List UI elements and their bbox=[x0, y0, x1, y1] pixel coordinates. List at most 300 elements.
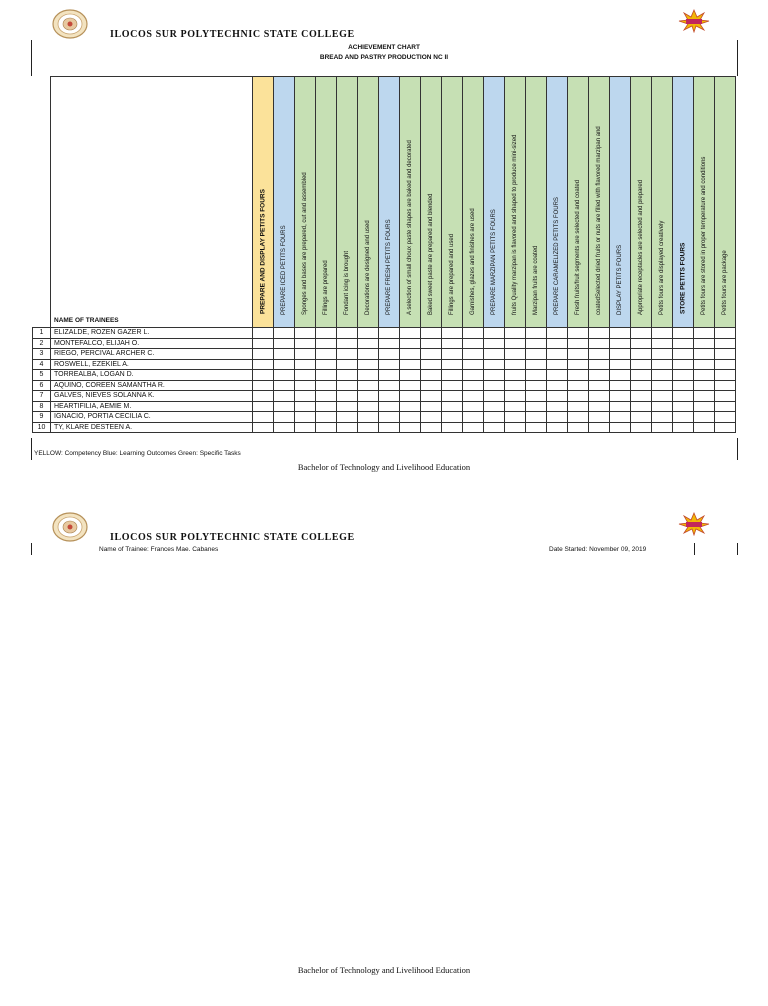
achievement-cell bbox=[337, 401, 358, 412]
achievement-cell bbox=[400, 370, 421, 381]
achievement-cell bbox=[526, 391, 547, 402]
achievement-cell bbox=[610, 422, 631, 433]
achievement-cell bbox=[568, 328, 589, 339]
achievement-cell bbox=[274, 349, 295, 360]
column-header-blue bbox=[484, 77, 505, 328]
trainee-name: MONTEFALCO, ELIJAH O. bbox=[51, 338, 253, 349]
achievement-cell bbox=[253, 412, 274, 423]
achievement-cell bbox=[274, 412, 295, 423]
achievement-cell bbox=[652, 412, 673, 423]
trainee-row bbox=[33, 412, 736, 423]
column-header-green bbox=[589, 77, 610, 328]
column-header-label: Fillings are prepared bbox=[323, 260, 329, 315]
achievement-cell bbox=[715, 422, 736, 433]
achievement-cell bbox=[694, 349, 715, 360]
achievement-cell bbox=[673, 328, 694, 339]
achievement-cell bbox=[358, 380, 379, 391]
achievement-cell bbox=[547, 391, 568, 402]
achievement-cell bbox=[715, 370, 736, 381]
achievement-cell bbox=[442, 412, 463, 423]
achievement-cell bbox=[631, 370, 652, 381]
achievement-cell bbox=[442, 349, 463, 360]
achievement-cell bbox=[463, 401, 484, 412]
frame-right-line bbox=[737, 438, 738, 460]
achievement-cell bbox=[526, 359, 547, 370]
achievement-cell bbox=[316, 412, 337, 423]
row-number: 3 bbox=[33, 349, 51, 360]
achievement-cell bbox=[568, 422, 589, 433]
column-header-green bbox=[358, 77, 379, 328]
achievement-cell bbox=[316, 328, 337, 339]
achievement-cell bbox=[442, 338, 463, 349]
achievement-cell bbox=[358, 359, 379, 370]
achievement-cell bbox=[505, 370, 526, 381]
name-of-trainees-header: NAME OF TRAINEES bbox=[51, 77, 253, 328]
achievement-cell bbox=[379, 401, 400, 412]
frame-left-line bbox=[31, 40, 32, 76]
achievement-cell bbox=[652, 380, 673, 391]
achievement-cell bbox=[400, 401, 421, 412]
achievement-cell bbox=[400, 412, 421, 423]
column-header-label: coatedSelected dried fruits or nuts are filled with flavored marzipan and bbox=[596, 126, 602, 315]
achievement-cell bbox=[484, 412, 505, 423]
column-header-green bbox=[421, 77, 442, 328]
column-header-yellow bbox=[253, 77, 274, 328]
achievement-cell bbox=[526, 338, 547, 349]
achievement-cell bbox=[295, 391, 316, 402]
achievement-chart-table bbox=[32, 76, 736, 433]
achievement-cell bbox=[652, 370, 673, 381]
achievement-cell bbox=[274, 380, 295, 391]
achievement-cell bbox=[274, 338, 295, 349]
achievement-cell bbox=[505, 338, 526, 349]
achievement-cell bbox=[316, 422, 337, 433]
achievement-cell bbox=[337, 412, 358, 423]
achievement-cell bbox=[421, 338, 442, 349]
achievement-cell bbox=[547, 349, 568, 360]
achievement-cell bbox=[463, 412, 484, 423]
achievement-cell bbox=[505, 401, 526, 412]
college-seal-icon bbox=[52, 9, 88, 44]
achievement-cell bbox=[673, 338, 694, 349]
tesda-logo-icon bbox=[677, 512, 711, 541]
achievement-cell bbox=[631, 349, 652, 360]
achievement-cell bbox=[463, 328, 484, 339]
achievement-cell bbox=[421, 412, 442, 423]
trainee-name: AQUINO, COREEN SAMANTHA R. bbox=[51, 380, 253, 391]
trainee-row bbox=[33, 349, 736, 360]
column-header-green bbox=[631, 77, 652, 328]
achievement-cell bbox=[568, 380, 589, 391]
achievement-cell bbox=[568, 349, 589, 360]
column-header-blue bbox=[274, 77, 295, 328]
achievement-cell bbox=[568, 391, 589, 402]
trainee-name: ELIZALDE, ROZEN GAZER L. bbox=[51, 328, 253, 339]
column-header-blue bbox=[673, 77, 694, 328]
trainee-name: TY, KLARE DESTEEN A. bbox=[51, 422, 253, 433]
column-header-green bbox=[442, 77, 463, 328]
achievement-cell bbox=[610, 401, 631, 412]
achievement-cell bbox=[421, 359, 442, 370]
achievement-cell bbox=[631, 359, 652, 370]
achievement-cell bbox=[610, 380, 631, 391]
column-header-label: PREPARE ICED PETITS FOURS bbox=[281, 225, 287, 315]
achievement-cell bbox=[673, 359, 694, 370]
achievement-cell bbox=[526, 401, 547, 412]
achievement-cell bbox=[463, 370, 484, 381]
achievement-cell bbox=[316, 401, 337, 412]
achievement-cell bbox=[379, 370, 400, 381]
achievement-cell bbox=[253, 328, 274, 339]
achievement-cell bbox=[526, 422, 547, 433]
achievement-cell bbox=[274, 401, 295, 412]
achievement-cell bbox=[505, 349, 526, 360]
achievement-cell bbox=[505, 412, 526, 423]
achievement-cell bbox=[274, 391, 295, 402]
achievement-cell bbox=[484, 370, 505, 381]
achievement-cell bbox=[463, 338, 484, 349]
achievement-cell bbox=[589, 370, 610, 381]
achievement-cell bbox=[547, 338, 568, 349]
achievement-cell bbox=[589, 349, 610, 360]
chart-subtitle: BREAD AND PASTRY PRODUCTION NC II bbox=[319, 54, 449, 61]
frame-right-line bbox=[737, 40, 738, 76]
column-header-label: Petits fours are package bbox=[722, 250, 728, 315]
achievement-cell bbox=[568, 401, 589, 412]
achievement-cell bbox=[295, 359, 316, 370]
achievement-cell bbox=[316, 338, 337, 349]
achievement-cell bbox=[484, 359, 505, 370]
row-number: 7 bbox=[33, 391, 51, 402]
trainee-name: TORREALBA, LOGAN D. bbox=[51, 370, 253, 381]
frame-left-line bbox=[31, 438, 32, 460]
achievement-cell bbox=[253, 349, 274, 360]
achievement-cell bbox=[316, 349, 337, 360]
achievement-cell bbox=[652, 328, 673, 339]
achievement-cell bbox=[442, 422, 463, 433]
achievement-cell bbox=[484, 349, 505, 360]
achievement-cell bbox=[715, 328, 736, 339]
achievement-cell bbox=[442, 380, 463, 391]
achievement-cell bbox=[526, 380, 547, 391]
achievement-cell bbox=[421, 380, 442, 391]
achievement-cell bbox=[379, 391, 400, 402]
achievement-cell bbox=[295, 401, 316, 412]
achievement-cell bbox=[379, 422, 400, 433]
column-header-green bbox=[463, 77, 484, 328]
achievement-cell bbox=[337, 328, 358, 339]
column-header-green bbox=[694, 77, 715, 328]
achievement-cell bbox=[505, 359, 526, 370]
row-number: 8 bbox=[33, 401, 51, 412]
achievement-cell bbox=[547, 412, 568, 423]
achievement-cell bbox=[694, 338, 715, 349]
achievement-cell bbox=[400, 380, 421, 391]
column-header-label: PREPARE CARAMELIZED PETITS FOURS bbox=[554, 197, 560, 315]
achievement-cell bbox=[610, 328, 631, 339]
achievement-cell bbox=[568, 338, 589, 349]
column-header-green bbox=[295, 77, 316, 328]
achievement-cell bbox=[673, 412, 694, 423]
column-header-label: PREPARE FRESH PETITS FOURS bbox=[386, 219, 392, 315]
column-header-label: Petits fours are stored in proper temperature and conditions bbox=[701, 156, 707, 315]
trainee-row bbox=[33, 338, 736, 349]
achievement-cell bbox=[484, 401, 505, 412]
achievement-cell bbox=[379, 349, 400, 360]
achievement-cell bbox=[358, 401, 379, 412]
achievement-cell bbox=[610, 391, 631, 402]
achievement-cell bbox=[379, 380, 400, 391]
achievement-cell bbox=[547, 401, 568, 412]
achievement-cell bbox=[358, 328, 379, 339]
achievement-cell bbox=[379, 412, 400, 423]
achievement-cell bbox=[295, 349, 316, 360]
achievement-cell bbox=[442, 328, 463, 339]
trainee-row bbox=[33, 380, 736, 391]
achievement-cell bbox=[589, 328, 610, 339]
column-header-label: Fondant icing is brought bbox=[344, 250, 350, 315]
achievement-cell bbox=[337, 338, 358, 349]
trainee-row bbox=[33, 401, 736, 412]
achievement-cell bbox=[715, 391, 736, 402]
achievement-cell bbox=[715, 380, 736, 391]
achievement-cell bbox=[526, 328, 547, 339]
achievement-cell bbox=[337, 380, 358, 391]
achievement-cell bbox=[421, 370, 442, 381]
achievement-cell bbox=[379, 338, 400, 349]
achievement-cell bbox=[547, 370, 568, 381]
achievement-cell bbox=[652, 391, 673, 402]
achievement-cell bbox=[568, 412, 589, 423]
achievement-cell bbox=[316, 380, 337, 391]
achievement-cell bbox=[547, 359, 568, 370]
achievement-cell bbox=[358, 349, 379, 360]
achievement-cell bbox=[421, 349, 442, 360]
frame-right-line bbox=[737, 543, 738, 555]
achievement-cell bbox=[652, 422, 673, 433]
column-header-label: PREPARE AND DISPLAY PETITS FOURS bbox=[259, 189, 267, 314]
achievement-cell bbox=[505, 380, 526, 391]
achievement-cell bbox=[526, 370, 547, 381]
achievement-cell bbox=[694, 359, 715, 370]
frame-left-line bbox=[31, 543, 32, 555]
achievement-cell bbox=[421, 422, 442, 433]
achievement-cell bbox=[274, 328, 295, 339]
achievement-cell bbox=[295, 422, 316, 433]
row-number: 5 bbox=[33, 370, 51, 381]
achievement-cell bbox=[589, 359, 610, 370]
achievement-cell bbox=[673, 401, 694, 412]
achievement-cell bbox=[274, 370, 295, 381]
achievement-cell bbox=[631, 401, 652, 412]
achievement-cell bbox=[631, 328, 652, 339]
achievement-cell bbox=[295, 370, 316, 381]
trainee-row bbox=[33, 422, 736, 433]
achievement-cell bbox=[631, 422, 652, 433]
achievement-cell bbox=[505, 422, 526, 433]
row-number: 4 bbox=[33, 359, 51, 370]
achievement-cell bbox=[547, 328, 568, 339]
achievement-cell bbox=[379, 328, 400, 339]
page-footer: Bachelor of Technology and Livelihood Education bbox=[297, 965, 471, 975]
achievement-cell bbox=[295, 412, 316, 423]
achievement-cell bbox=[253, 359, 274, 370]
achievement-cell bbox=[505, 391, 526, 402]
achievement-cell bbox=[358, 391, 379, 402]
column-header-green bbox=[526, 77, 547, 328]
trainee-name: ROSWELL, EZEKIEL A. bbox=[51, 359, 253, 370]
column-header-green bbox=[715, 77, 736, 328]
achievement-cell bbox=[463, 422, 484, 433]
column-header-label: Appropriate receptacles are selected and prepared bbox=[638, 179, 644, 315]
achievement-cell bbox=[610, 370, 631, 381]
achievement-cell bbox=[715, 338, 736, 349]
column-header-label: Fresh fruits/fruit segments are selected and coated bbox=[575, 179, 581, 315]
achievement-cell bbox=[337, 359, 358, 370]
achievement-cell bbox=[673, 391, 694, 402]
column-header-blue bbox=[610, 77, 631, 328]
achievement-cell bbox=[400, 391, 421, 402]
column-header-green bbox=[652, 77, 673, 328]
frame-divider-line bbox=[694, 543, 695, 555]
achievement-cell bbox=[442, 370, 463, 381]
legend-text: YELLOW: Competency Blue: Learning Outcomes Green: Specific Tasks bbox=[34, 450, 241, 457]
achievement-cell bbox=[589, 391, 610, 402]
trainee-row bbox=[33, 370, 736, 381]
achievement-cell bbox=[610, 338, 631, 349]
achievement-cell bbox=[652, 359, 673, 370]
achievement-cell bbox=[694, 412, 715, 423]
achievement-cell bbox=[568, 370, 589, 381]
achievement-cell bbox=[400, 338, 421, 349]
achievement-cell bbox=[673, 422, 694, 433]
achievement-cell bbox=[421, 328, 442, 339]
achievement-cell bbox=[652, 338, 673, 349]
header-blank-cell bbox=[33, 77, 51, 328]
achievement-cell bbox=[379, 359, 400, 370]
achievement-cell bbox=[400, 422, 421, 433]
column-header-green bbox=[400, 77, 421, 328]
achievement-cell bbox=[358, 338, 379, 349]
college-seal-icon bbox=[52, 512, 88, 547]
trainee-row bbox=[33, 359, 736, 370]
column-header-label: DISPLAY PETITS FOURS bbox=[617, 244, 623, 315]
achievement-cell bbox=[484, 328, 505, 339]
achievement-cell bbox=[421, 391, 442, 402]
achievement-cell bbox=[400, 328, 421, 339]
column-header-green bbox=[337, 77, 358, 328]
trainee-row bbox=[33, 391, 736, 402]
achievement-cell bbox=[484, 391, 505, 402]
achievement-cell bbox=[442, 401, 463, 412]
achievement-cell bbox=[316, 391, 337, 402]
achievement-cell bbox=[673, 370, 694, 381]
college-name: ILOCOS SUR POLYTECHNIC STATE COLLEGE bbox=[110, 29, 355, 40]
row-number: 1 bbox=[33, 328, 51, 339]
column-header-label: Petits fours are displayed creatively bbox=[659, 220, 665, 315]
achievement-cell bbox=[694, 328, 715, 339]
achievement-cell bbox=[631, 412, 652, 423]
achievement-cell bbox=[610, 349, 631, 360]
column-header-label: STORE PETITS FOURS bbox=[679, 242, 687, 314]
achievement-cell bbox=[442, 359, 463, 370]
achievement-cell bbox=[484, 338, 505, 349]
achievement-cell bbox=[484, 380, 505, 391]
row-number: 9 bbox=[33, 412, 51, 423]
achievement-cell bbox=[547, 380, 568, 391]
achievement-cell bbox=[568, 359, 589, 370]
achievement-cell bbox=[484, 422, 505, 433]
achievement-cell bbox=[253, 380, 274, 391]
achievement-cell bbox=[463, 349, 484, 360]
column-header-label: Marzipan fruits are coated bbox=[533, 245, 539, 315]
achievement-cell bbox=[526, 349, 547, 360]
column-header-label: A selection of small choux paste shapes are baked and decorated bbox=[407, 140, 413, 315]
achievement-cell bbox=[421, 401, 442, 412]
achievement-cell bbox=[253, 422, 274, 433]
achievement-cell bbox=[463, 380, 484, 391]
achievement-cell bbox=[673, 380, 694, 391]
achievement-cell bbox=[274, 422, 295, 433]
achievement-cell bbox=[589, 401, 610, 412]
achievement-cell bbox=[694, 380, 715, 391]
achievement-cell bbox=[358, 422, 379, 433]
achievement-cell bbox=[715, 401, 736, 412]
trainee-name: GALVES, NIEVES SOLANNA K. bbox=[51, 391, 253, 402]
column-header-label: fruits Quality marzipan is flavored and shaped to produce mini-sized bbox=[512, 134, 518, 315]
chart-title: ACHIEVEMENT CHART bbox=[348, 44, 420, 51]
achievement-cell bbox=[631, 391, 652, 402]
achievement-cell bbox=[337, 349, 358, 360]
achievement-cell bbox=[610, 412, 631, 423]
row-number: 10 bbox=[33, 422, 51, 433]
achievement-cell bbox=[253, 401, 274, 412]
page-footer: Bachelor of Technology and Livelihood Education bbox=[297, 462, 471, 472]
column-header-green bbox=[568, 77, 589, 328]
achievement-cell bbox=[442, 391, 463, 402]
trainee-row bbox=[33, 328, 736, 339]
achievement-cell bbox=[589, 380, 610, 391]
achievement-cell bbox=[715, 412, 736, 423]
column-header-label: Garnishes, glazes and finishes are used bbox=[470, 208, 476, 315]
achievement-cell bbox=[253, 391, 274, 402]
column-header-label: Baked sweet paste are prepared and blended bbox=[428, 193, 434, 315]
achievement-cell bbox=[295, 338, 316, 349]
achievement-cell bbox=[358, 370, 379, 381]
column-header-label: Sponges and bases are prepared, cut and assembled bbox=[302, 172, 308, 315]
row-number: 6 bbox=[33, 380, 51, 391]
achievement-cell bbox=[694, 391, 715, 402]
achievement-cell bbox=[463, 391, 484, 402]
achievement-cell bbox=[631, 380, 652, 391]
achievement-cell bbox=[253, 338, 274, 349]
achievement-cell bbox=[715, 349, 736, 360]
achievement-cell bbox=[715, 359, 736, 370]
column-header-label: Decorations are designed and used bbox=[365, 220, 371, 315]
achievement-cell bbox=[253, 370, 274, 381]
row-number: 2 bbox=[33, 338, 51, 349]
achievement-cell bbox=[316, 370, 337, 381]
achievement-cell bbox=[673, 349, 694, 360]
column-header-label: PREPARE MARZIPAN PETITS FOURS bbox=[491, 209, 497, 315]
achievement-cell bbox=[274, 359, 295, 370]
achievement-cell bbox=[295, 380, 316, 391]
achievement-cell bbox=[694, 401, 715, 412]
achievement-cell bbox=[694, 422, 715, 433]
college-name: ILOCOS SUR POLYTECHNIC STATE COLLEGE bbox=[110, 532, 355, 543]
column-header-green bbox=[505, 77, 526, 328]
column-header-label: Fillings are prepared and used bbox=[449, 233, 455, 315]
